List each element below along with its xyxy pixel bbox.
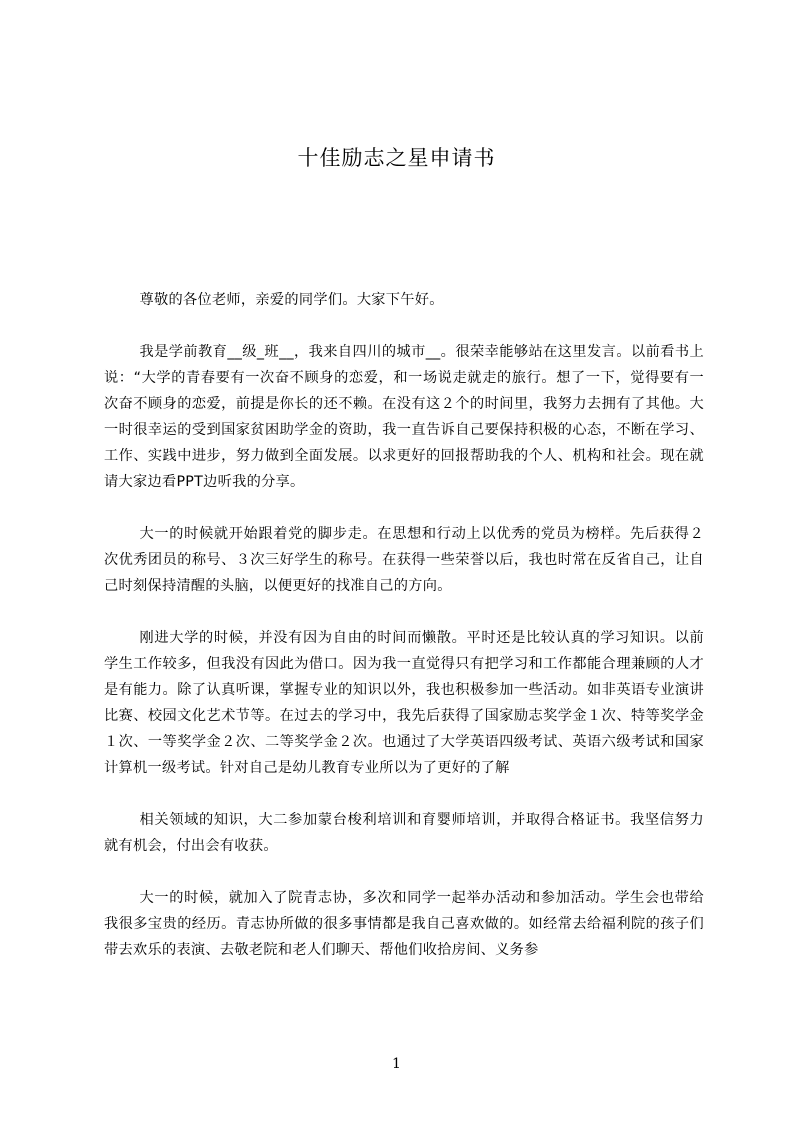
document-body [104, 287, 704, 989]
page-number: 1 [392, 1056, 401, 1072]
paragraph-study-achievements: 刚进大学的时候，并没有因为自由的时间而懒散。平时还是比较认真的学习知识。以前学生工作较多，但我没有因此为借口。因为我一直觉得只有把学习和工作都能合理兼顾的人才是有能力。除了认真听课，掌握专业的知识以外，我也积极参加一些活动。如非英语专业演讲比赛、校园文化艺术节等。在过去的学习中，我先后获得了国家励志奖学金１次、特等奖学金１次、一等奖学金２次、二等奖学金２次。也通过了大学英语四级考试、英语六级考试和国家计算机一级考试。针对自己是幼儿教育专业所以为了更好的了解 [104, 630, 704, 776]
paragraph-party-honors: 大一的时候就开始跟着党的脚步走。在思想和行动上以优秀的党员为榜样。先后获得２次优秀团员的称号、３次三好学生的称号。在获得一些荣誉以后，我也时常在反省自己，让自己时刻保持清醒的头脑，以便更好的找准自己的方向。 [104, 526, 704, 594]
paragraph-volunteer-activities: 大一的时候，就加入了院青志协，多次和同学一起举办活动和参加活动。学生会也带给我很多宝贵的经历。青志协所做的很多事情都是我自己喜欢做的。如经常去给福利院的孩子们带去欢乐的表演、去敬老院和老人们聊天、帮他们收拾房间、义务参 [104, 890, 704, 958]
paragraph-greeting: 尊敬的各位老师，亲爱的同学们。大家下午好。 [139, 292, 444, 308]
paragraph-introduction: 我是学前教育__级_班__，我来自四川的城市__。很荣幸能够站在这里发言。以前看书上说：“大学的青春要有一次奋不顾身的恋爱，和一场说走就走的旅行。想了一下，觉得要有一次奋不顾身的恋爱，前提是你长的还不赖。在没有这２个的时间里，我努力去拥有了其他。大一时很幸运的受到国家贫困助学金的资助，我一直告诉自己要保持积极的心态，不断在学习、工作、实践中进步，努力做到全面发展。以求更好的回报帮助我的个人、机构和社会。现在就请大家边看PPT边听我的分享。 [104, 344, 704, 490]
document-title: 十佳励志之星申请书 [297, 146, 496, 170]
paragraph-training-certificates: 相关领域的知识，大二参加蒙台梭利培训和育婴师培训，并取得合格证书。我坚信努力就有机会，付出会有收获。 [104, 812, 704, 854]
